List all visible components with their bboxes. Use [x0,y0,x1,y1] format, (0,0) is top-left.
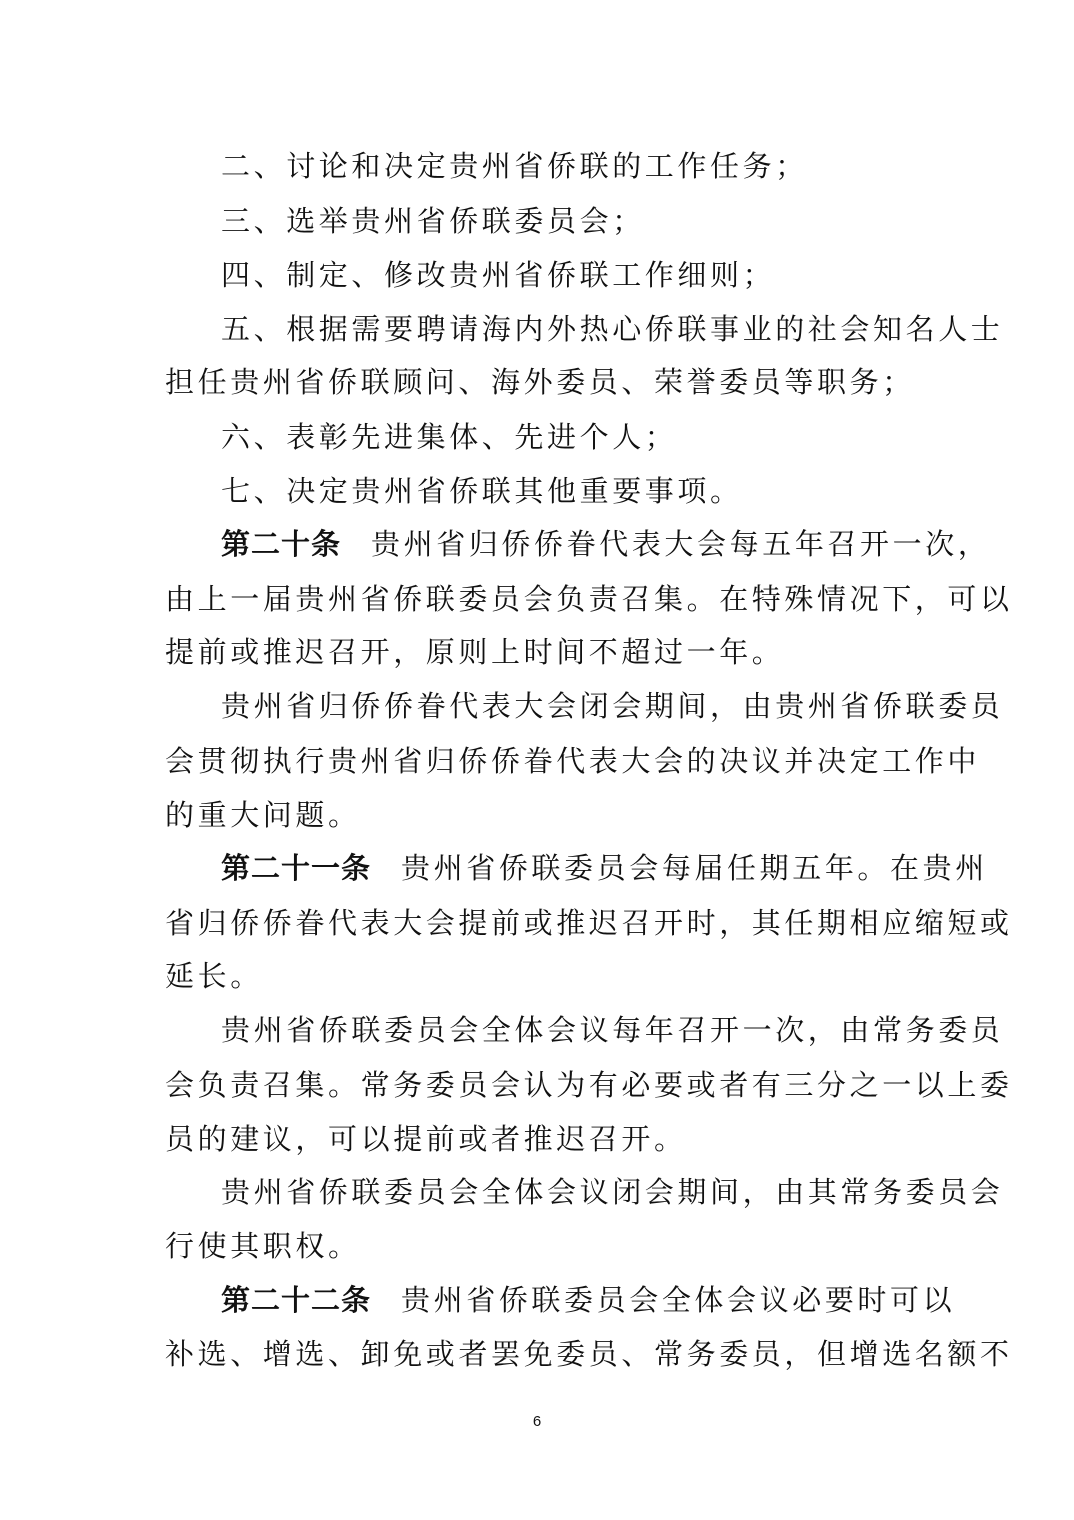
paragraph-line: 贵州省侨联委员会全体会议每年召开一次，由常务委员 [221,1013,1004,1047]
article-22-line [221,1280,981,1320]
paragraph-line: 三、选举贵州省侨联委员会； [221,204,645,238]
paragraph-line: 延长。 [165,959,263,993]
paragraph-line: 会贯彻执行贵州省归侨侨眷代表大会的决议并决定工作中 [165,744,981,778]
paragraph-line: 员的建议，可以提前或者推迟召开。 [165,1122,687,1156]
article-21-text: 贵州省侨联委员会每届任期五年。在贵州 [401,851,988,885]
article-22-text: 贵州省侨联委员会全体会议必要时可以 [401,1283,956,1317]
paragraph-line: 七、决定贵州省侨联其他重要事项。 [221,474,743,508]
paragraph-line: 提前或推迟召开，原则上时间不超过一年。 [165,635,785,669]
paragraph-line: 省归侨侨眷代表大会提前或推迟召开时，其任期相应缩短或 [165,906,1013,940]
paragraph-line: 二、讨论和决定贵州省侨联的工作任务； [221,149,808,183]
paragraph-line: 补选、增选、卸免或者罢免委员、常务委员，但增选名额不 [165,1337,1013,1371]
article-20-label: 第二十条 [221,527,342,561]
paragraph-line: 五、根据需要聘请海内外热心侨联事业的社会知名人士 [221,312,1004,346]
article-20-line [221,524,991,564]
article-20-text: 贵州省归侨侨眷代表大会每五年召开一次， [371,527,991,561]
paragraph-line: 担任贵州省侨联顾问、海外委员、荣誉委员等职务； [165,365,915,399]
article-22-label: 第二十二条 [221,1283,372,1317]
paragraph-line: 行使其职权。 [165,1229,361,1263]
paragraph-line: 的重大问题。 [165,798,361,832]
paragraph-line: 四、制定、修改贵州省侨联工作细则； [221,258,776,292]
paragraph-line: 六、表彰先进集体、先进个人； [221,420,678,454]
article-21-label: 第二十一条 [221,851,372,885]
paragraph-line: 贵州省归侨侨眷代表大会闭会期间，由贵州省侨联委员 [221,689,1004,723]
article-21-line [221,848,988,888]
paragraph-line: 由上一届贵州省侨联委员会负责召集。在特殊情况下，可以 [165,582,1013,616]
paragraph-line: 贵州省侨联委员会全体会议闭会期间，由其常务委员会 [221,1175,1004,1209]
page-number: 6 [532,1413,542,1430]
paragraph-line: 会负责召集。常务委员会认为有必要或者有三分之一以上委 [165,1068,1013,1102]
